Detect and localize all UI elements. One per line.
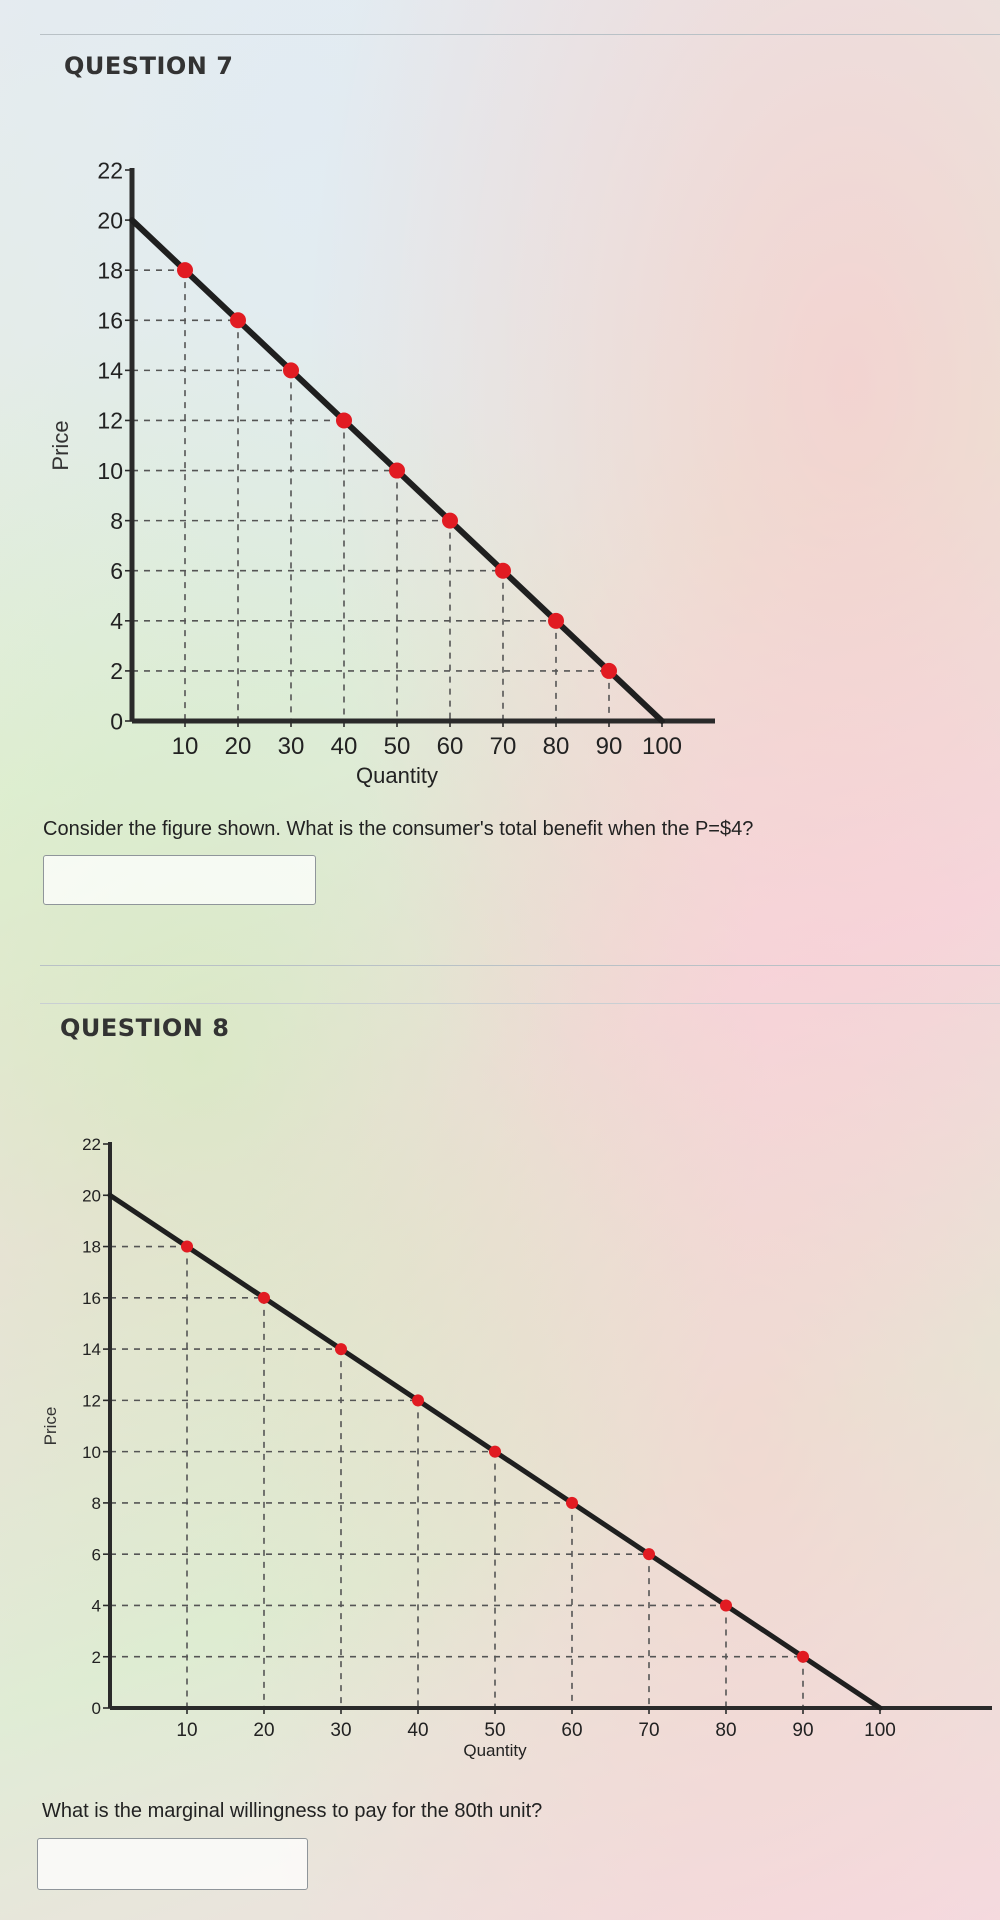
y-axis-title: Price: [41, 1406, 60, 1446]
x-tick-label: 10: [171, 733, 199, 760]
y-tick-label: 18: [97, 257, 123, 284]
y-tick-label: 6: [110, 558, 123, 585]
data-point: [230, 312, 246, 328]
x-tick-label: 90: [792, 1720, 814, 1741]
question-8-title: QUESTION 8: [60, 1014, 230, 1042]
data-point: [181, 1241, 193, 1253]
data-point: [336, 412, 352, 428]
x-tick-label: 90: [595, 733, 623, 760]
y-axis-title: Price: [48, 420, 73, 471]
x-tick-label: 20: [253, 1720, 275, 1741]
data-point: [177, 262, 193, 278]
x-tick-label: 70: [489, 733, 517, 760]
y-tick-label: 20: [82, 1186, 101, 1206]
data-point: [389, 463, 405, 479]
y-tick-label: 4: [91, 1596, 101, 1616]
x-axis-title: Quantity: [356, 763, 438, 788]
y-tick-label: 20: [97, 207, 123, 234]
x-tick-label: 10: [176, 1720, 198, 1741]
y-tick-label: 16: [82, 1288, 101, 1308]
data-point: [495, 563, 511, 579]
x-tick-label: 80: [542, 733, 570, 760]
y-tick-label: 16: [97, 307, 123, 334]
demand-chart-q8: [30, 1120, 950, 1760]
data-point: [489, 1446, 501, 1458]
data-point: [720, 1599, 732, 1611]
x-tick-label: 80: [715, 1720, 737, 1741]
x-tick-label: 100: [864, 1720, 896, 1741]
y-tick-label: 10: [82, 1442, 101, 1462]
x-tick-label: 50: [383, 733, 411, 760]
y-tick-label: 2: [91, 1647, 101, 1667]
y-tick-label: 22: [97, 157, 123, 184]
question-8-answer-input[interactable]: [37, 1838, 308, 1890]
question-7-answer-input[interactable]: [43, 855, 316, 905]
demand-chart-q7: [40, 140, 760, 788]
data-point: [442, 513, 458, 529]
x-tick-label: 70: [638, 1720, 660, 1741]
data-point: [601, 663, 617, 679]
y-tick-label: 2: [110, 658, 123, 685]
x-tick-label: 30: [330, 1720, 352, 1741]
question-8-prompt: What is the marginal willingness to pay for the 80th unit?: [42, 1800, 543, 1822]
x-tick-label: 20: [224, 733, 252, 760]
y-tick-label: 14: [82, 1340, 101, 1360]
x-tick-label: 40: [407, 1720, 429, 1741]
section-divider-2: [40, 1003, 1000, 1004]
question-7-prompt: Consider the figure shown. What is the consumer's total benefit when the P=$4?: [43, 818, 754, 840]
data-point: [412, 1394, 424, 1406]
y-tick-label: 8: [110, 507, 123, 534]
x-tick-label: 60: [436, 733, 464, 760]
x-tick-label: 60: [561, 1720, 583, 1741]
data-point: [335, 1343, 347, 1355]
section-divider: [40, 965, 1000, 966]
x-tick-label: 50: [484, 1720, 506, 1741]
data-point: [258, 1292, 270, 1304]
y-tick-label: 6: [91, 1545, 101, 1565]
x-tick-label: 40: [330, 733, 358, 760]
y-tick-label: 14: [97, 357, 123, 384]
top-divider: [40, 34, 1000, 35]
y-tick-label: 18: [82, 1237, 101, 1257]
data-point: [283, 362, 299, 378]
y-tick-label: 4: [110, 608, 123, 635]
y-tick-label: 8: [91, 1494, 101, 1514]
x-tick-label: 30: [277, 733, 305, 760]
data-point: [548, 613, 564, 629]
y-tick-label: 0: [110, 708, 123, 735]
data-point: [566, 1497, 578, 1509]
y-tick-label: 22: [82, 1135, 101, 1155]
data-point: [797, 1651, 809, 1663]
question-7-title: QUESTION 7: [64, 52, 234, 80]
y-tick-label: 10: [97, 457, 123, 484]
data-point: [643, 1548, 655, 1560]
y-tick-label: 12: [82, 1391, 101, 1411]
x-tick-label: 100: [641, 733, 683, 760]
x-axis-title: Quantity: [463, 1741, 527, 1760]
y-tick-label: 0: [91, 1699, 101, 1719]
y-tick-label: 12: [97, 407, 123, 434]
